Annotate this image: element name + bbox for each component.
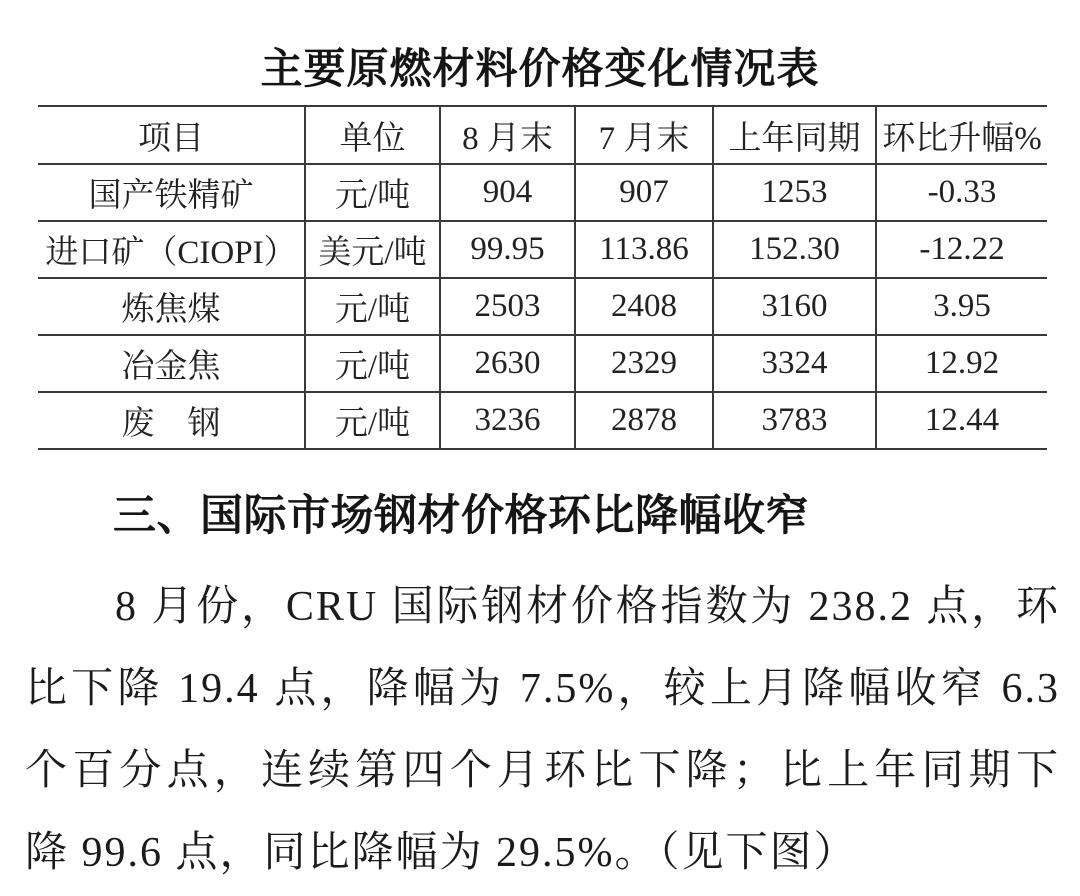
table-cell: 元/吨: [305, 164, 440, 221]
table-cell: 2630: [440, 335, 575, 392]
column-header-last-year-same-period: 上年同期: [713, 106, 876, 164]
paragraph-line: 降 99.6 点，同比降幅为 29.5%。（见下图）: [25, 830, 858, 876]
table-cell: 152.30: [713, 221, 876, 278]
table-cell: 3236: [440, 392, 575, 449]
table-row: [38, 335, 1047, 392]
table-row: [38, 164, 1047, 221]
table-cell: 炼焦煤: [38, 278, 305, 335]
price-change-table: [38, 105, 1047, 450]
table-row: [38, 392, 1047, 449]
table-cell: 904: [440, 164, 575, 221]
table-cell: 12.92: [876, 335, 1047, 392]
paragraph-line: 比下降 19.4 点，降幅为 7.5%，较上月降幅收窄 6.3: [25, 666, 1060, 712]
table-cell: 3160: [713, 278, 876, 335]
table-cell: 冶金焦: [38, 335, 305, 392]
paragraph-line: 个百分点，连续第四个月环比下降；比上年同期下: [25, 748, 1060, 794]
table-cell: 2503: [440, 278, 575, 335]
table-row: [38, 278, 1047, 335]
paragraph-line: 8 月份，CRU 国际钢材价格指数为 238.2 点，环: [115, 584, 1060, 630]
section-heading: 三、国际市场钢材价格环比降幅收窄: [113, 492, 809, 540]
table-cell: -12.22: [876, 221, 1047, 278]
table-cell: 元/吨: [305, 335, 440, 392]
table-cell: 进口矿（CIOPI）: [38, 221, 305, 278]
table-cell: 2329: [575, 335, 713, 392]
column-header-mom-change-pct: 环比升幅%: [876, 106, 1047, 164]
table-cell: 元/吨: [305, 278, 440, 335]
table-header-row: [38, 106, 1047, 164]
table-title: 主要原燃材料价格变化情况表: [260, 45, 820, 92]
table-cell: 国产铁精矿: [38, 164, 305, 221]
column-header-end-of-august: 8 月末: [440, 106, 575, 164]
table-cell: 3324: [713, 335, 876, 392]
table-cell: 元/吨: [305, 392, 440, 449]
table-cell: 113.86: [575, 221, 713, 278]
table-cell: 3.95: [876, 278, 1047, 335]
table-cell: 99.95: [440, 221, 575, 278]
column-header-item: 项目: [38, 106, 305, 164]
table-cell: 1253: [713, 164, 876, 221]
table-cell: -0.33: [876, 164, 1047, 221]
table-cell: 废 钢: [38, 392, 305, 449]
column-header-unit: 单位: [305, 106, 440, 164]
table-cell: 12.44: [876, 392, 1047, 449]
table-cell: 美元/吨: [305, 221, 440, 278]
table-cell: 2878: [575, 392, 713, 449]
column-header-end-of-july: 7 月末: [575, 106, 713, 164]
table-cell: 907: [575, 164, 713, 221]
table-cell: 2408: [575, 278, 713, 335]
table-row: [38, 221, 1047, 278]
table-cell: 3783: [713, 392, 876, 449]
body-paragraph: [25, 566, 1060, 894]
